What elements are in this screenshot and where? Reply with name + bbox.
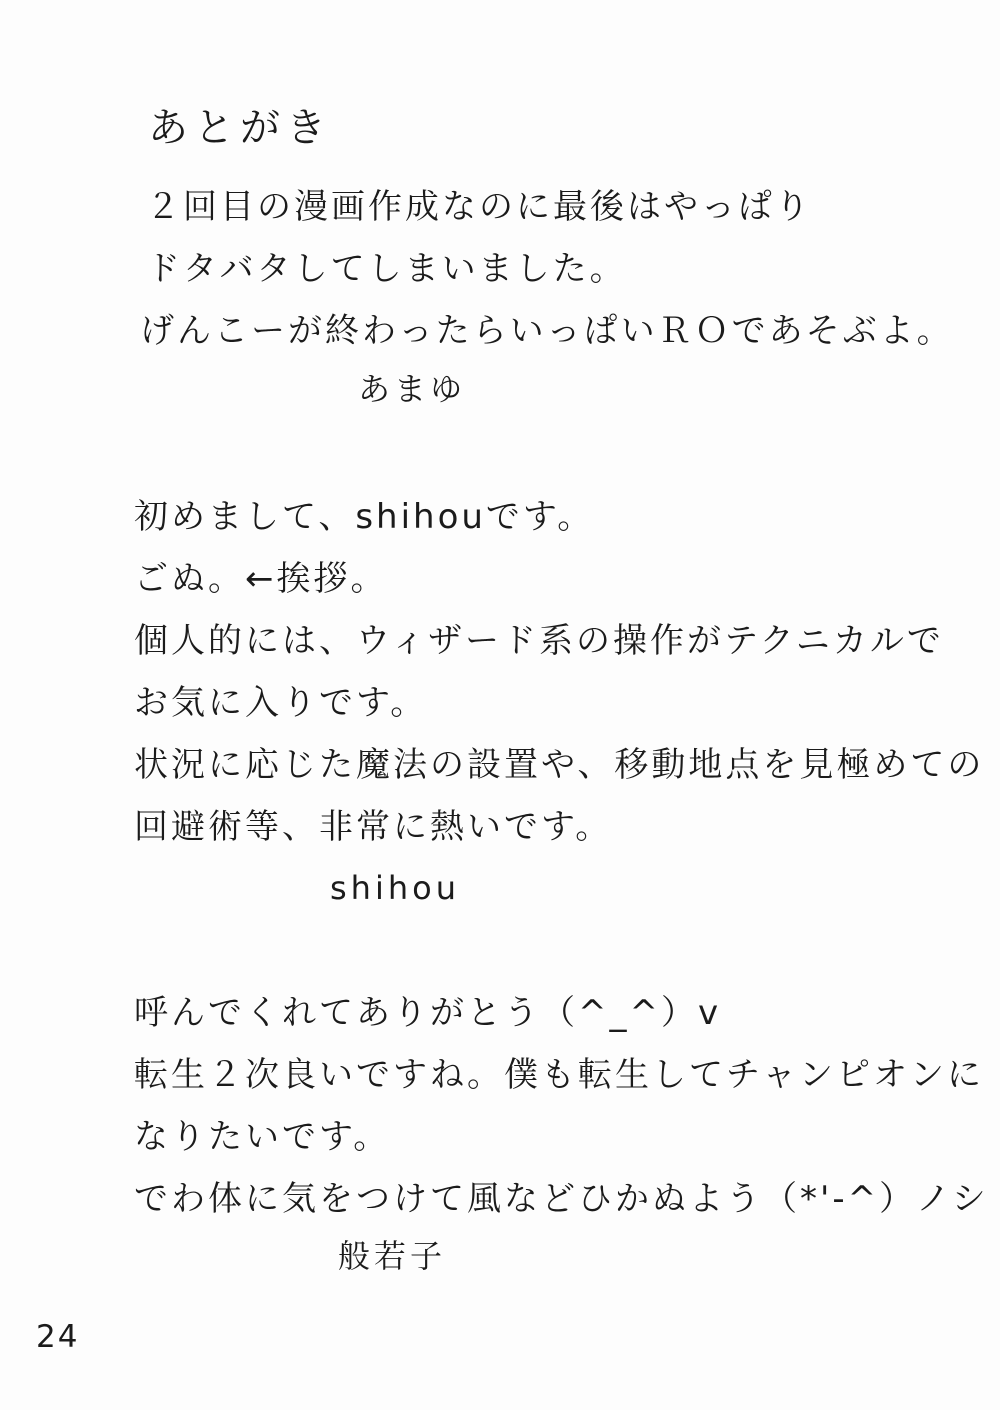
hannyako-line-4: でわ体に気をつけて風などひかぬよう（*'-^）ノシ [134, 1179, 989, 1219]
shihou-line-3: 個人的には、ウィザード系の操作がテクニカルで [134, 621, 944, 661]
hannyako-signature: 般若子 [338, 1237, 447, 1275]
hannyako-line-3: なりたいです。 [134, 1117, 391, 1157]
page-title: あとがき [148, 105, 332, 151]
shihou-line-1: 初めまして、shihouです。 [134, 497, 595, 537]
shihou-line-6: 回避術等、非常に熱いです。 [134, 807, 613, 847]
shihou-line-4: お気に入りです。 [134, 683, 428, 723]
shihou-line-5: 状況に応じた魔法の設置や、移動地点を見極めての [134, 745, 985, 785]
page-number: 24 [36, 1319, 80, 1355]
shihou-line-2: ごぬ。←挨拶。 [134, 559, 388, 599]
amayu-line-2: ドタバタしてしまいました。 [146, 249, 627, 289]
hannyako-line-2: 転生２次良いですね。僕も転生してチャンピオンに [134, 1055, 984, 1095]
amayu-line-1: ２回目の漫画作成なのに最後はやっぱり [146, 187, 812, 227]
shihou-signature: shihou [330, 869, 460, 907]
amayu-signature: あまゆ [358, 370, 467, 408]
hannyako-line-1: 呼んでくれてありがとう（^_^）v [134, 993, 722, 1033]
amayu-line-3: げんこーが終わったらいっぱいＲＯであそぶよ。 [140, 311, 954, 351]
